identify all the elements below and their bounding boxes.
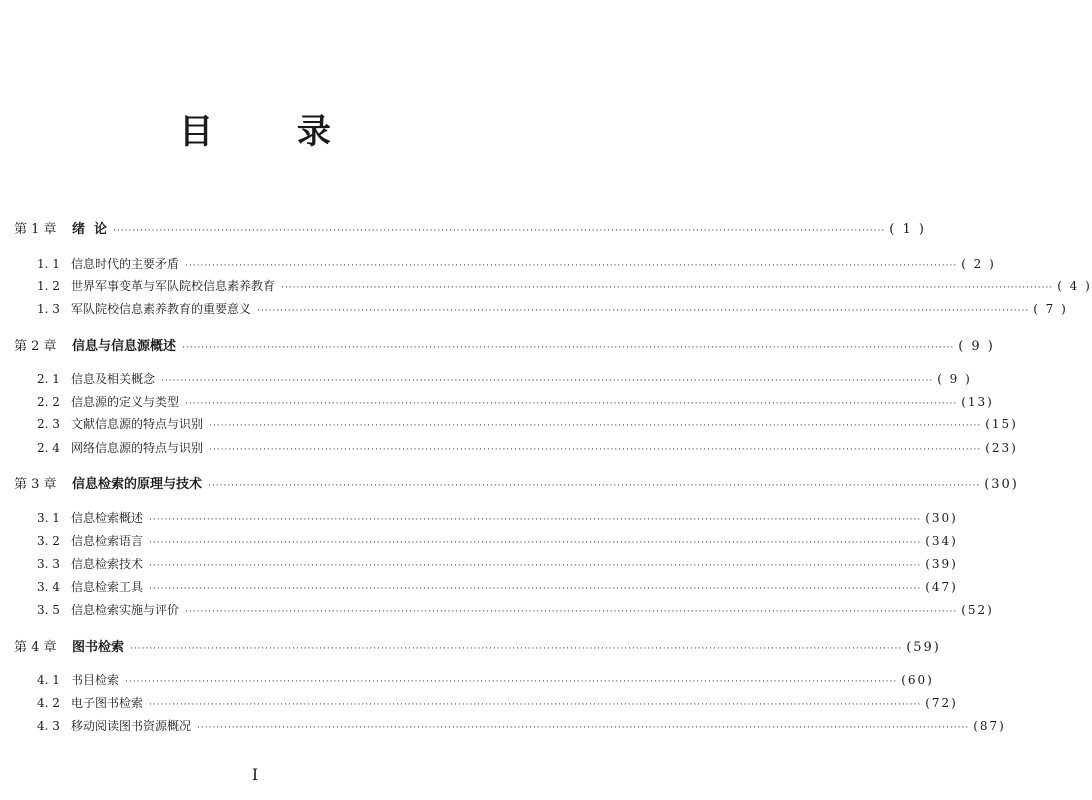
toc-chapter-entry (14, 636, 941, 655)
toc-section-entry (37, 415, 1018, 432)
chapter-title: 绪 论 (72, 222, 108, 237)
page-ref: ( 7 ) (1033, 302, 1068, 316)
toc-section-entry (37, 300, 1068, 317)
dot-leader: ········································································································································································································ (281, 283, 1054, 293)
page-ref: (52) (961, 603, 994, 617)
page-ref: (15) (985, 417, 1018, 431)
section-number: 3. 5 (37, 603, 60, 617)
section-number: 3. 4 (37, 580, 60, 594)
toc-section-entry (37, 578, 958, 595)
page-ref: (30) (984, 477, 1019, 492)
toc-section-entry (37, 509, 958, 526)
section-number: 3. 3 (37, 557, 60, 571)
section-number: 2. 2 (37, 395, 60, 409)
dot-leader: ········································································································································································································ (185, 607, 958, 617)
dot-leader: ········································································································································································································ (161, 376, 934, 386)
chapter-number: 第 4 章 (14, 640, 57, 655)
chapter-number: 第 3 章 (14, 477, 57, 492)
page-ref: (60) (901, 673, 934, 687)
chapter-number: 第 2 章 (14, 339, 57, 354)
dot-leader: ········································································································································································································ (209, 445, 982, 455)
page-ref: (87) (973, 719, 1006, 733)
toc-chapter-entry (14, 218, 926, 237)
page-ref: (59) (906, 640, 941, 655)
section-title: 信息检索概述 (71, 511, 144, 525)
section-title: 文献信息源的特点与识别 (71, 417, 204, 431)
dot-leader: ········································································································································································································ (149, 561, 922, 571)
section-number: 2. 3 (37, 417, 60, 431)
dot-leader: ········································································································································································································ (197, 723, 970, 733)
section-title: 书目检索 (71, 673, 120, 687)
section-title: 信息检索实施与评价 (71, 603, 180, 617)
page-ref: (47) (925, 580, 958, 594)
toc-section-entry (37, 601, 994, 618)
toc-chapter-entry (14, 473, 1019, 492)
dot-leader: ········································································································································································································ (125, 677, 898, 687)
toc-section-entry (37, 694, 958, 711)
chapter-title: 信息检索的原理与技术 (72, 477, 203, 492)
page-ref: ( 4 ) (1057, 279, 1092, 293)
section-title: 军队院校信息素养教育的重要意义 (71, 302, 252, 316)
dot-leader: ········································································································································································································ (185, 399, 958, 409)
page-ref: ( 1 ) (889, 222, 926, 237)
dot-leader: ········································································································································································································ (149, 700, 922, 710)
section-number: 4. 2 (37, 696, 60, 710)
toc-section-entry (37, 439, 1018, 456)
section-title: 网络信息源的特点与识别 (71, 441, 204, 455)
toc-section-entry (37, 532, 958, 549)
page-ref: ( 2 ) (961, 257, 996, 271)
page-ref: (34) (925, 534, 958, 548)
dot-leader: ········································································································································································································ (182, 343, 955, 353)
section-title: 信息及相关概念 (71, 372, 156, 386)
toc-section-entry (37, 393, 994, 410)
section-title: 信息源的定义与类型 (71, 395, 180, 409)
section-title: 电子图书检索 (71, 696, 144, 710)
section-title: 世界军事变革与军队院校信息素养教育 (71, 279, 276, 293)
dot-leader: ········································································································································································································ (257, 306, 1030, 316)
section-number: 2. 4 (37, 441, 60, 455)
dot-leader: ········································································································································································································ (209, 421, 982, 431)
page-number: I (251, 765, 259, 784)
section-number: 4. 3 (37, 719, 60, 733)
section-title: 信息时代的主要矛盾 (71, 257, 180, 271)
toc-section-entry (37, 370, 972, 387)
section-number: 4. 1 (37, 673, 60, 687)
section-number: 3. 2 (37, 534, 60, 548)
dot-leader: ········································································································································································································ (130, 644, 903, 654)
chapter-number: 第 1 章 (14, 222, 57, 237)
dot-leader: ········································································································································································································ (149, 538, 922, 548)
section-number: 1. 2 (37, 279, 60, 293)
toc-chapter-entry (14, 335, 995, 354)
dot-leader: ········································································································································································································ (149, 515, 922, 525)
section-number: 1. 1 (37, 257, 60, 271)
page-ref: (39) (925, 557, 958, 571)
dot-leader: ········································································································································································································ (208, 481, 981, 491)
section-title: 信息检索工具 (71, 580, 144, 594)
toc-section-entry (37, 255, 996, 272)
toc-section-entry (37, 717, 1006, 734)
section-number: 2. 1 (37, 372, 60, 386)
dot-leader: ········································································································································································································ (185, 261, 958, 271)
page-ref: ( 9 ) (937, 372, 972, 386)
toc-section-entry (37, 555, 958, 572)
toc-section-entry (37, 671, 934, 688)
page-ref: (13) (961, 395, 994, 409)
page-ref: (23) (985, 441, 1018, 455)
toc-section-entry (37, 277, 1092, 294)
page-ref: (72) (925, 696, 958, 710)
section-title: 移动阅读图书资源概况 (71, 719, 192, 733)
section-title: 信息检索技术 (71, 557, 144, 571)
chapter-title: 图书检索 (72, 640, 125, 655)
page-ref: (30) (925, 511, 958, 525)
page-ref: ( 9 ) (958, 339, 995, 354)
dot-leader: ········································································································································································································ (149, 584, 922, 594)
page-title: 目 录 (179, 112, 367, 152)
section-number: 1. 3 (37, 302, 60, 316)
section-title: 信息检索语言 (71, 534, 144, 548)
chapter-title: 信息与信息源概述 (72, 339, 177, 354)
section-number: 3. 1 (37, 511, 60, 525)
dot-leader: ········································································································································································································ (113, 226, 886, 236)
